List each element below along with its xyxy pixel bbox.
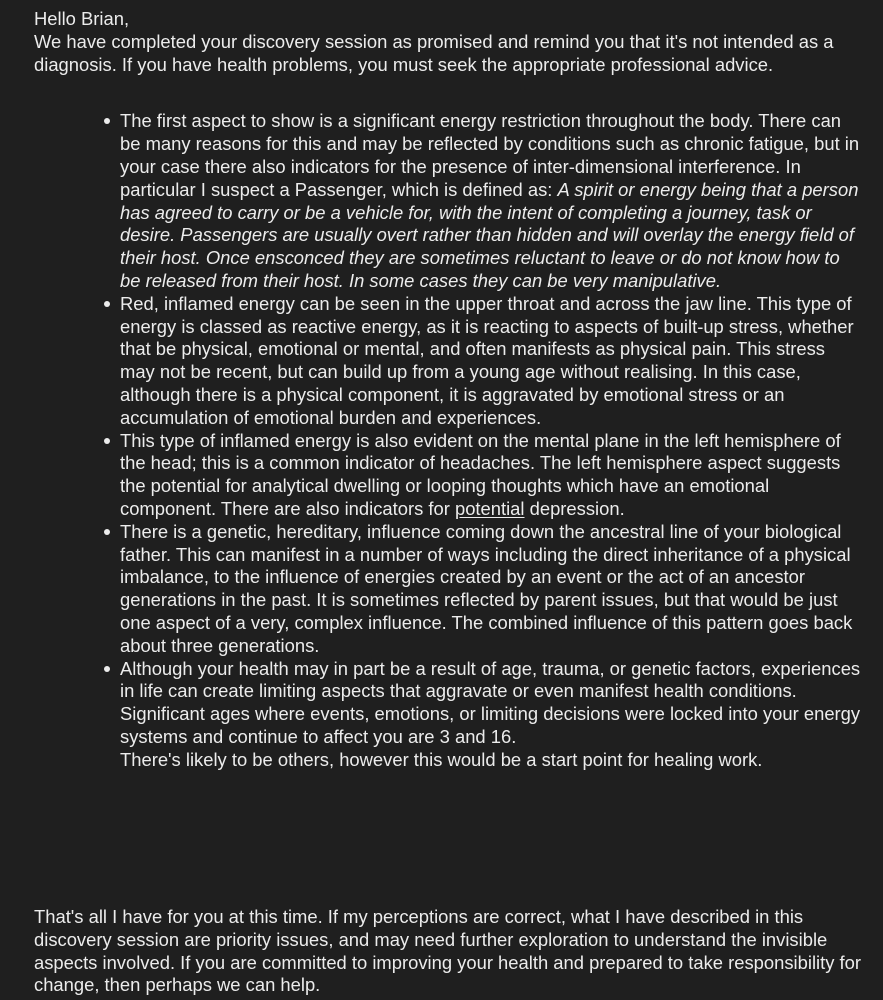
bullet-text xyxy=(120,110,863,292)
list-item xyxy=(120,430,863,521)
bullet-text: Although your health may in part be a result of age, trauma, or genetic factors, experiences in life can create limiting aspects that aggravate or even manifest health conditions. Significant ages where events, emotions, or limiting decisions were locked into your energy systems and continue to affect you are 3 and 16. xyxy=(120,657,861,747)
list-item xyxy=(120,658,863,772)
bullet-body: This type of inflamed energy is also evident on the mental plane in the left hemisphere of the head; this is a common indicator of headaches. The left hemisphere aspect suggests the potential for analytical dwelling or looping thoughts which have an emotional component. There are also indicators for xyxy=(120,429,841,519)
intro-paragraph: We have completed your discovery session as promised and remind you that it's not intended as a diagnosis. If you have health problems, you must seek the appropriate professional advice. xyxy=(34,30,834,75)
closing-paragraph: That's all I have for you at this time. If my perceptions are correct, what I have described in this discovery session are priority issues, and may need further exploration to understand the invisible aspects involved. If you are committed to improving your health and prepared to take responsibility for change, then perhaps we can help. xyxy=(34,906,861,996)
bullet-text: There is a genetic, hereditary, influence coming down the ancestral line of your biological father. This can manifest in a number of ways including the direct inheritance of a physical imbalance, to the influence of energies created by an event or the act of an ancestor generations in the past. It is sometimes reflected by parent issues, but that would be just one aspect of a very, complex influence. The combined influence of this pattern goes back about three generations. xyxy=(120,520,853,656)
list-item xyxy=(120,521,863,658)
list-item xyxy=(120,293,863,430)
bullet-continuation: There's likely to be others, however this would be a start point for healing work. xyxy=(120,748,763,770)
findings-list xyxy=(34,110,863,771)
greeting: Hello Brian, xyxy=(34,8,130,29)
bullet-tail: depression. xyxy=(524,497,625,519)
bullet-body: The first aspect to show is a significant energy restriction throughout the body. There can be many reasons for this and may be reflected by conditions such as chronic fatigue, but in your case there also indicators for the presence of inter-dimensional interference. In particular I suspect a Passenger, which is defined as: xyxy=(120,110,860,200)
passenger-definition: A spirit or energy being that a person has agreed to carry or be a vehicle for, with the intent of completing a journey, task or desire. Passengers are usually overt rather than hidden and will overlay the energy field of their host. Once ensconced they are sometimes reluctant to leave or do not know how to be released from their host. In some cases they can be very manipulative. xyxy=(120,178,859,291)
underlined-word: potential xyxy=(454,497,525,519)
bullet-text: Red, inflamed energy can be seen in the upper throat and across the jaw line. This type of energy is classed as reactive energy, as it is reacting to aspects of built-up stress, whether that be physical, emotional or mental, and often manifests as physical pain. This stress may not be recent, but can build up from a young age without realising. In this case, although there is a physical component, it is aggravated by emotional stress or an accumulation of emotional burden and experiences. xyxy=(120,292,854,428)
list-item xyxy=(120,110,863,292)
bullet-text xyxy=(120,430,863,521)
